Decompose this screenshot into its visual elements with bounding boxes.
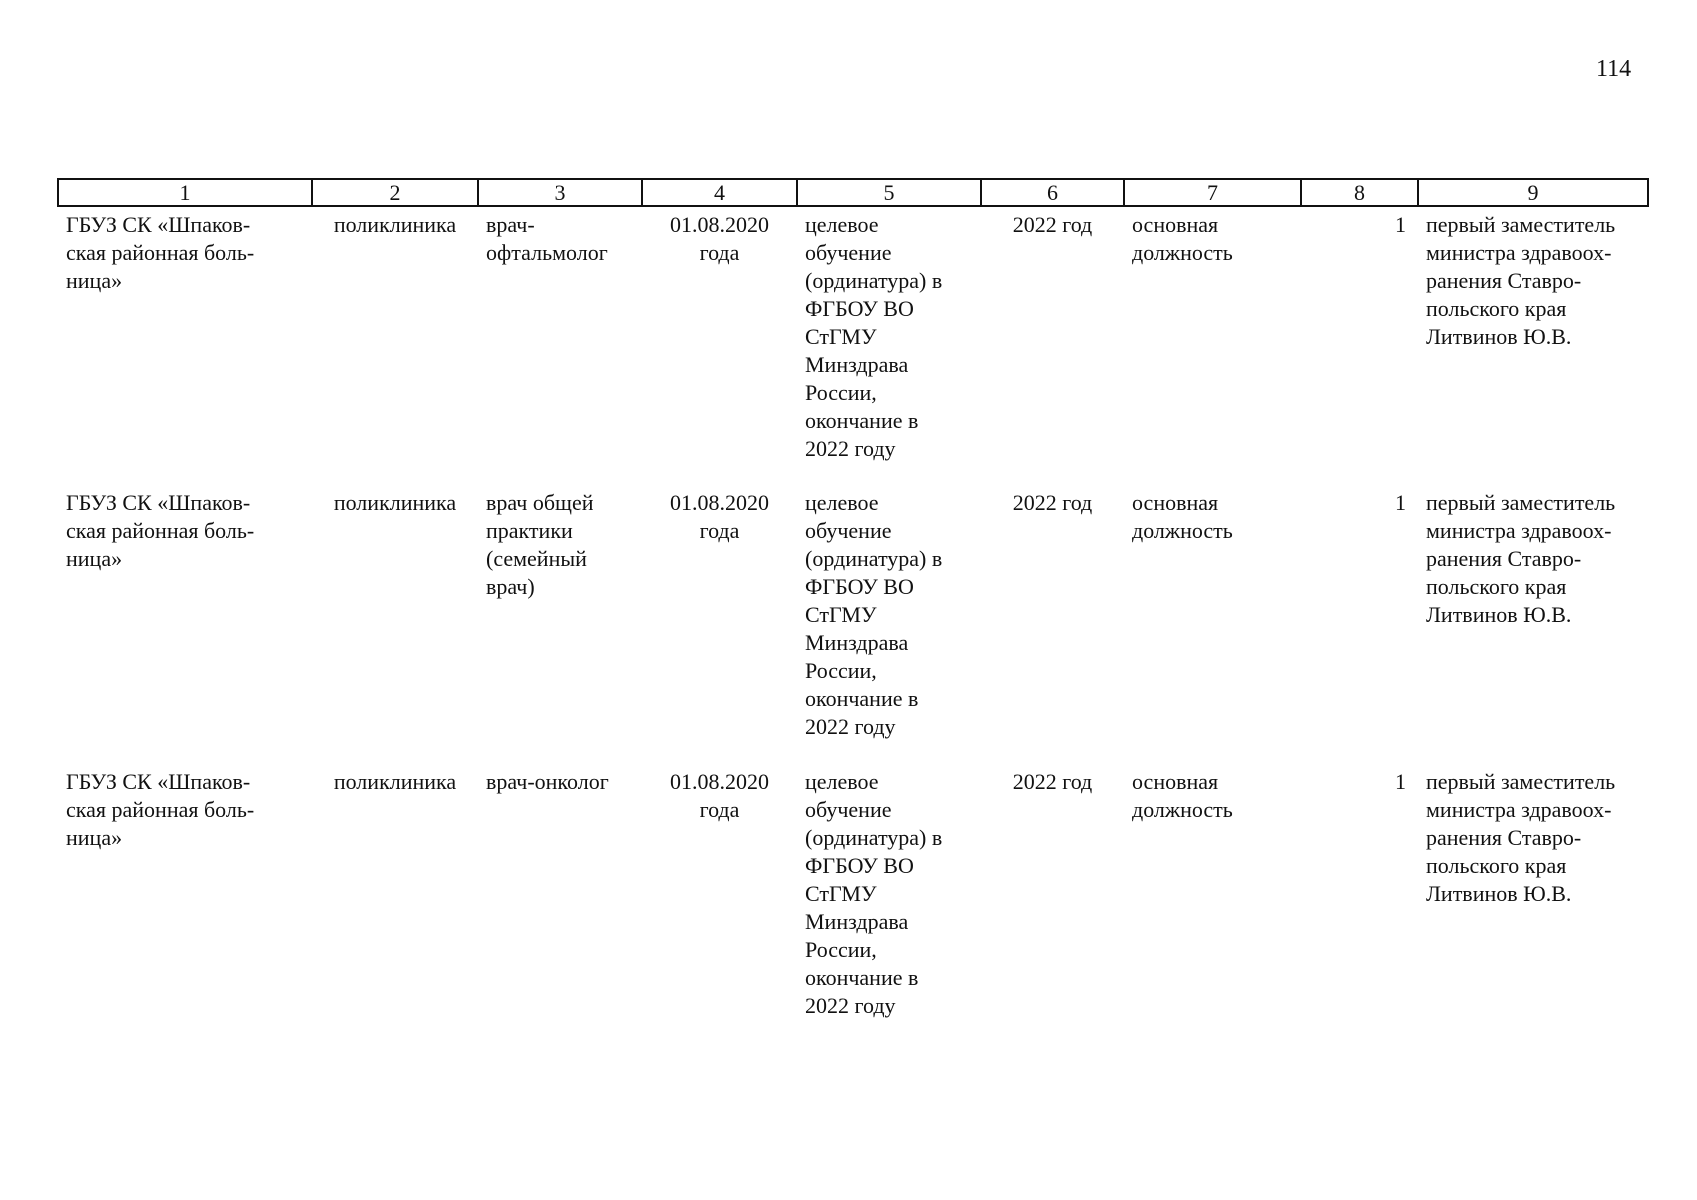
- responsible-cell: первый заместитель министра здравоох- ранения Ставро- польского края Литвинов Ю.В.: [1426, 212, 1616, 349]
- staffing-table: [57, 178, 1649, 1054]
- organization-cell: ГБУЗ СК «Шпаков- ская районная боль- ница»: [66, 490, 255, 571]
- page-number: 114: [1596, 56, 1632, 82]
- position-type-cell: основная должность: [1132, 769, 1233, 822]
- training-cell: целевое обучение (ординатура) в ФГБОУ ВО СтГМУ Минздрава России, окончание в 2022 году: [805, 769, 943, 1018]
- table-row: [58, 485, 1648, 764]
- year-cell: 2022 год: [1012, 212, 1093, 237]
- position-type-cell: основная должность: [1132, 490, 1233, 543]
- organization-cell: ГБУЗ СК «Шпаков- ская районная боль- ница»: [66, 769, 255, 850]
- table-row: [58, 206, 1648, 485]
- responsible-cell: первый заместитель министра здравоох- ранения Ставро- польского края Литвинов Ю.В.: [1426, 769, 1616, 906]
- column-header: 2: [312, 179, 478, 206]
- department-cell: поликлиника: [333, 212, 457, 237]
- table-row: [58, 764, 1648, 1054]
- position-cell: врач общей практики (семейный врач): [486, 490, 594, 599]
- column-header: 1: [58, 179, 312, 206]
- responsible-cell: первый заместитель министра здравоох- ранения Ставро- польского края Литвинов Ю.В.: [1426, 490, 1616, 627]
- column-header: 3: [478, 179, 642, 206]
- count-cell: 1: [1395, 769, 1406, 794]
- position-type-cell: основная должность: [1132, 212, 1233, 265]
- department-cell: поликлиника: [333, 769, 457, 794]
- training-cell: целевое обучение (ординатура) в ФГБОУ ВО СтГМУ Минздрава России, окончание в 2022 году: [805, 212, 943, 461]
- date-cell: 01.08.2020 года: [670, 212, 769, 265]
- column-header: 6: [981, 179, 1124, 206]
- organization-cell: ГБУЗ СК «Шпаков- ская районная боль- ница»: [66, 212, 255, 293]
- column-header: 7: [1124, 179, 1301, 206]
- count-cell: 1: [1395, 490, 1406, 515]
- header-row: [58, 179, 1648, 206]
- year-cell: 2022 год: [1012, 769, 1093, 794]
- count-cell: 1: [1395, 212, 1406, 237]
- column-header: 4: [642, 179, 797, 206]
- column-header: 5: [797, 179, 981, 206]
- training-cell: целевое обучение (ординатура) в ФГБОУ ВО СтГМУ Минздрава России, окончание в 2022 году: [805, 490, 943, 739]
- year-cell: 2022 год: [1012, 490, 1093, 515]
- position-cell: врач- офтальмолог: [486, 212, 608, 265]
- date-cell: 01.08.2020 года: [670, 490, 769, 543]
- position-cell: врач-онколог: [486, 769, 609, 794]
- department-cell: поликлиника: [333, 490, 457, 515]
- column-header: 9: [1418, 179, 1648, 206]
- column-header: 8: [1301, 179, 1418, 206]
- date-cell: 01.08.2020 года: [670, 769, 769, 822]
